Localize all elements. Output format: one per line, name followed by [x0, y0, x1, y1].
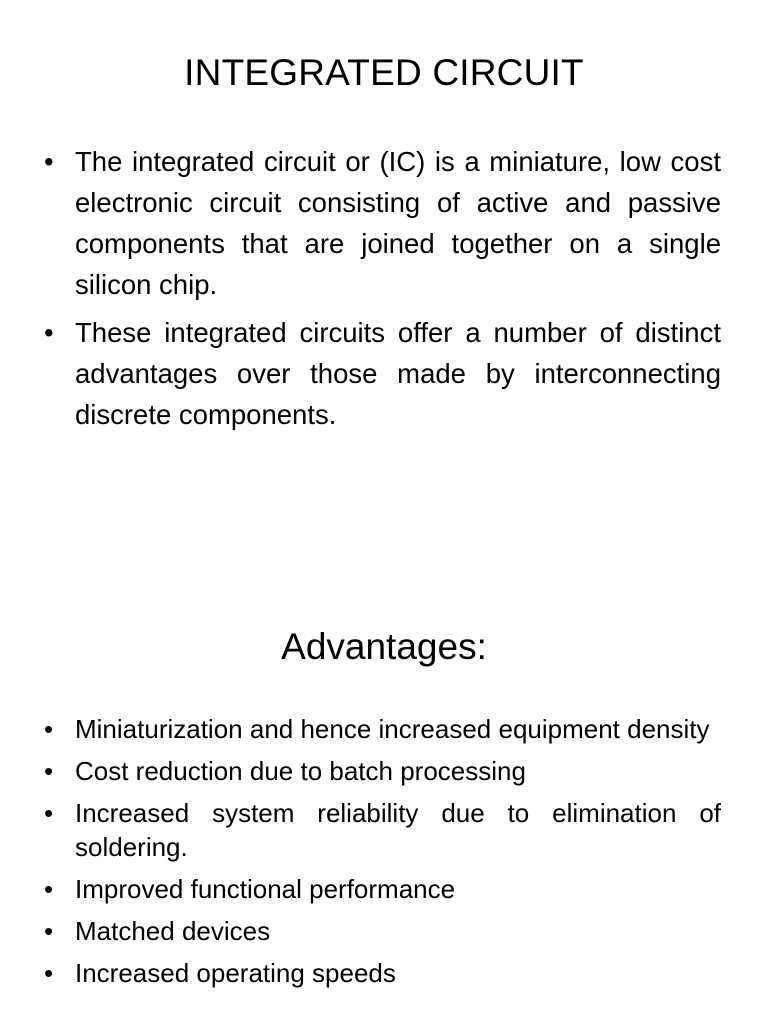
intro-bullet-1: • The integrated circuit or (IC) is a miniature, low cost electronic circuit consisting of active and passive components that are joined together on a single silicon chip.	[0, 141, 768, 305]
intro-bullet-2: • These integrated circuits offer a number of distinct advantages over those made by interconnecting discrete components.	[0, 312, 768, 435]
advantage-item-4: • Improved functional performance	[0, 872, 768, 906]
advantage-item-2: • Cost reduction due to batch processing	[0, 754, 768, 788]
advantage-item-5: • Matched devices	[0, 914, 768, 948]
intro-bullet-list	[0, 141, 768, 442]
advantages-list	[0, 712, 768, 998]
advantage-item-3: • Increased system reliability due to elimination of soldering.	[0, 796, 768, 864]
slide-title: INTEGRATED CIRCUIT	[184, 52, 584, 93]
advantage-item-6: • Increased operating speeds	[0, 956, 768, 990]
advantage-item-1: • Miniaturization and hence increased equipment density	[0, 712, 768, 746]
advantages-heading: Advantages:	[281, 626, 487, 667]
